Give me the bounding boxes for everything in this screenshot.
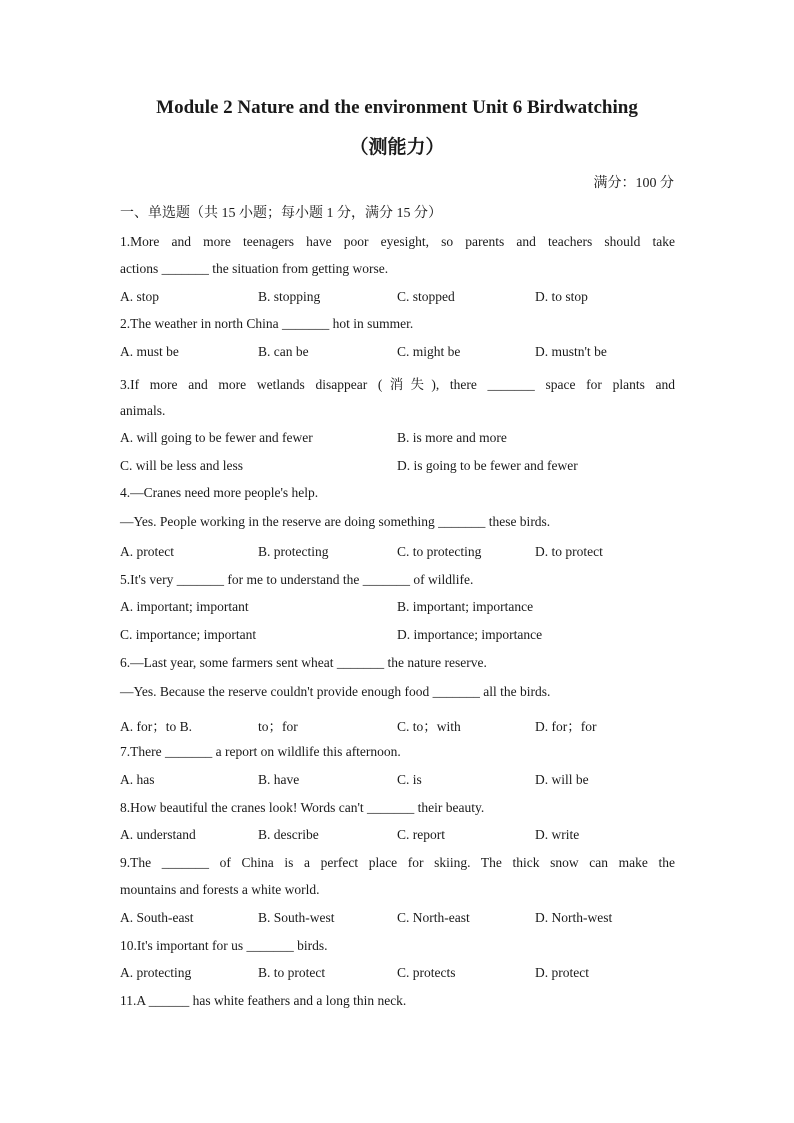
q2-option-b: B. can be <box>258 344 309 359</box>
q2-option-a: A. must be <box>120 344 179 359</box>
q9-option-a: A. South-east <box>120 910 194 925</box>
q4-option-c: C. to protecting <box>397 544 482 559</box>
q10-option-c: C. protects <box>397 965 456 980</box>
q8-option-b: B. describe <box>258 827 319 842</box>
question-3-text-cont: animals. <box>120 403 166 418</box>
q3-option-c: C. will be less and less <box>120 458 243 473</box>
q6-option-d: D. for；for <box>535 719 597 734</box>
q4-option-a: A. protect <box>120 544 174 559</box>
question-4-text: 4.—Cranes need more people's help. <box>120 485 319 500</box>
q5-option-d: D. importance; importance <box>397 627 543 642</box>
q8-option-d: D. write <box>535 827 580 842</box>
q6-option-a: A. for；to B. <box>120 719 192 734</box>
section-heading: 一、单选题（共 15 小题；每小题 1 分，满分 15 分） <box>120 206 442 221</box>
question-9-text-cont: mountains and forests a white world. <box>120 882 320 897</box>
q10-option-a: A. protecting <box>120 965 192 980</box>
question-2-text: 2.The weather in north China _______ hot in summer. <box>120 316 414 331</box>
q2-option-d: D. mustn't be <box>535 344 607 359</box>
q3-option-b: B. is more and more <box>397 430 507 445</box>
q10-option-d: D. protect <box>535 965 589 980</box>
q7-option-c: C. is <box>397 772 422 787</box>
question-1-text: 1.More and more teenagers have poor eyesight, so parents and teachers should take <box>120 234 675 249</box>
q4-option-b: B. protecting <box>258 544 329 559</box>
q4-option-d: D. to protect <box>535 544 603 559</box>
question-9-text: 9.The _______ of China is a perfect place for skiing. The thick snow can make the <box>120 855 675 870</box>
question-6-text: 6.—Last year, some farmers sent wheat _______ the nature reserve. <box>120 655 487 670</box>
question-10-text: 10.It's important for us _______ birds. <box>120 938 328 953</box>
full-score: 满分：100 分 <box>593 176 674 191</box>
q5-option-a: A. important; important <box>120 599 249 614</box>
page-subtitle: （测能力） <box>349 137 445 158</box>
question-3-text: 3.If more and more wetlands disappear (消失), there _______ space for plants and <box>120 377 675 392</box>
q1-option-a: A. stop <box>120 289 160 304</box>
q8-option-c: C. report <box>397 827 445 842</box>
page-title: Module 2 Nature and the environment Unit 6 Birdwatching <box>156 97 638 118</box>
question-7-text: 7.There _______ a report on wildlife this afternoon. <box>120 744 401 759</box>
q7-option-a: A. has <box>120 772 155 787</box>
q7-option-d: D. will be <box>535 772 589 787</box>
q6-option-b: to；for <box>258 719 298 734</box>
q8-option-a: A. understand <box>120 827 196 842</box>
question-6-text-cont: —Yes. Because the reserve couldn't provide enough food _______ all the birds. <box>120 684 551 699</box>
q1-option-c: C. stopped <box>397 289 455 304</box>
question-1-text-cont: actions _______ the situation from getting worse. <box>120 261 389 276</box>
q5-option-c: C. importance; important <box>120 627 257 642</box>
q2-option-c: C. might be <box>397 344 461 359</box>
q9-option-b: B. South-west <box>258 910 335 925</box>
q9-option-c: C. North-east <box>397 910 470 925</box>
question-5-text: 5.It's very _______ for me to understand the _______ of wildlife. <box>120 572 474 587</box>
q5-option-b: B. important; importance <box>397 599 534 614</box>
question-8-text: 8.How beautiful the cranes look! Words can't _______ their beauty. <box>120 800 485 815</box>
q3-option-a: A. will going to be fewer and fewer <box>120 430 313 445</box>
question-11-text: 11.A ______ has white feathers and a long thin neck. <box>120 993 407 1008</box>
question-4-text-cont: —Yes. People working in the reserve are doing something _______ these birds. <box>120 514 551 529</box>
q9-option-d: D. North-west <box>535 910 613 925</box>
q10-option-b: B. to protect <box>258 965 326 980</box>
q1-option-d: D. to stop <box>535 289 588 304</box>
q3-option-d: D. is going to be fewer and fewer <box>397 458 578 473</box>
q7-option-b: B. have <box>258 772 300 787</box>
q6-option-c: C. to；with <box>397 719 461 734</box>
q1-option-b: B. stopping <box>258 289 321 304</box>
